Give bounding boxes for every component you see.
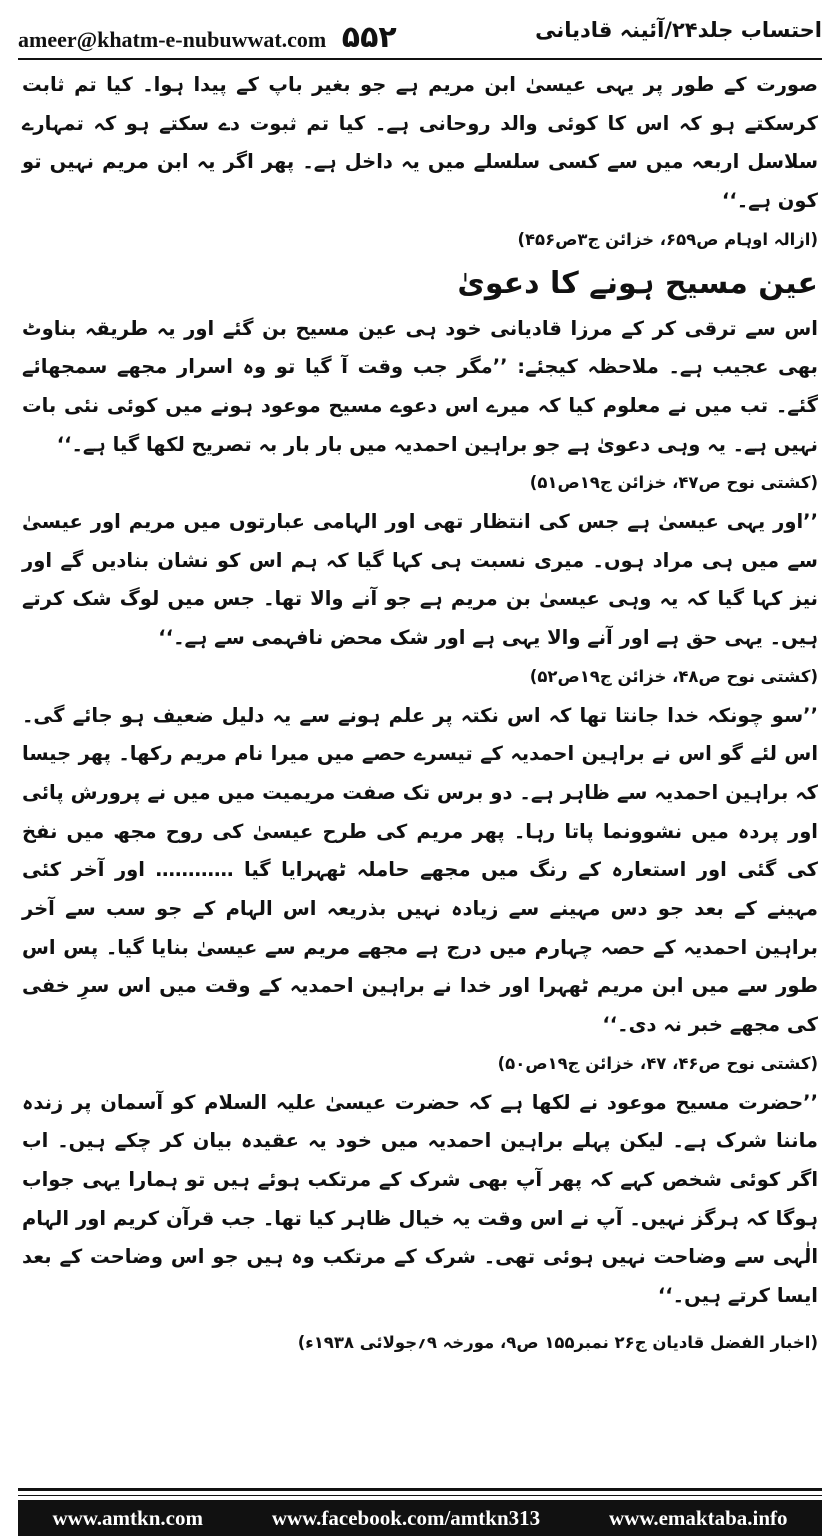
footer-bar [18,1500,822,1536]
footer-divider-thin [18,1495,822,1496]
footer-link-emaktaba[interactable]: www.emaktaba.info [609,1505,788,1530]
page-body [22,66,818,1363]
header-divider [18,58,822,60]
paragraph-3: ’’اور یہی عیسیٰ ہے جس کی انتظار تھی اور الہامی عبارتوں میں مریم اور عیسیٰ سے میں ہی مراد ہوں۔ میری نسبت ہی کہا گیا کہ ہم اس کو نشان بنادیں گے اور نیز کہا گیا کہ یہ وہی عیسیٰ بن مریم ہے جو آنے والا تھا۔ جس میں لوگ شک کرتے ہیں۔ یہی حق ہے اور آنے والا یہی ہے اور شک محض نافہمی سے ہے۔‘‘ [22,510,818,650]
header-email: ameer@khatm-e-nubuwwat.com [18,27,327,52]
reference-3: (کشتی نوح ص۴۸، خزائن ج۱۹ص۵۲) [529,666,818,686]
reference-5: (اخبار الفضل قادیان ج۲۶ نمبر۱۵۵ ص۹، مورخہ ۹؍جولائی ۱۹۳۸ء) [297,1332,818,1352]
header-left [18,20,397,55]
paragraph-1: صورت کے طور پر یہی عیسیٰ ابن مریم ہے جو بغیر باپ کے پیدا ہوا۔ کیا تم ثابت کرسکتے ہو کہ اس کا کوئی والد روحانی ہے۔ کیا تم ثبوت دے سکتے ہو کہ تمہارے سلاسل اربعہ میں سے کسی سلسلے میں یہ داخل ہے۔ پھر اگر یہ ابن مریم نہیں تو کون ہے۔‘‘ [22,73,818,213]
reference-2: (کشتی نوح ص۴۷، خزائن ج۱۹ص۵۱) [529,473,818,493]
paragraph-4: ’’سو چونکہ خدا جانتا تھا کہ اس نکتہ پر علم ہونے سے یہ دلیل ضعیف ہو جائے گی۔ اس لئے گو اس نے براہین احمدیہ کے تیسرے حصے میں میرا نام مریم رکھا۔ پھر جیسا کہ براہین احمدیہ سے ظاہر ہے۔ دو برس تک صفت مریمیت میں میں نے پرورش پائی اور پردہ میں نشوونما پاتا رہا۔ پھر مریم کی طرح عیسیٰ کی روح مجھ میں نفخ کی گئی اور استعارہ کے رنگ میں مجھے حاملہ ٹھہرایا گیا ………… اور آخر کئی مہینے کے بعد جو دس مہینے سے زیادہ نہیں بذریعہ اس الہام کے جو سب سے آخر براہین احمدیہ کے حصہ چہارم میں درج ہے مجھے مریم سے عیسیٰ بنایا گیا۔ پس اس طور سے میں ابن مریم ٹھہرا اور خدا نے براہین احمدیہ کے وقت میں اس سرِ خفی کی مجھے خبر نہ دی۔‘‘ [22,703,818,1037]
book-title: احتساب جلد۲۴/آئینہ قادیانی [535,18,822,42]
page-header [18,14,822,56]
reference-4: (کشتی نوح ص۴۶، ۴۷، خزائن ج۱۹ص۵۰) [497,1053,818,1073]
paragraph-5: ’’حضرت مسیح موعود نے لکھا ہے کہ حضرت عیسیٰ علیہ السلام کو آسمان پر زندہ ماننا شرک ہے۔ لیکن پہلے براہین احمدیہ میں خود یہ عقیدہ بیان کر چکے ہیں۔ اب اگر کوئی شخص کہے کہ پھر آپ بھی شرک کے مرتکب ہوئے ہیں تو ہمارا یہی جواب ہوگا کہ ہرگز نہیں۔ آپ نے اس وقت یہ خیال ظاہر کیا تھا۔ جب قرآن کریم اور الہام الٰہی سے وضاحت نہیں ہوئی تھی۔ شرک کے مرتکب وہ ہیں جو اس وضاحت کے بعد ایسا کرتے ہیں۔‘‘ [22,1090,818,1308]
reference-1: (ازالہ اوہام ص۶۵۹، خزائن ج۳ص۴۵۶) [517,229,818,249]
page-number: ۵۵۲ [341,20,397,55]
paragraph-2: اس سے ترقی کر کے مرزا قادیانی خود ہی عین مسیح بن گئے اور یہ طریقہ بناوٹ بھی عجیب ہے۔ ملاحظہ کیجئے: ’’مگر جب وقت آ گیا تو وہ اسرار مجھے سمجھائے گئے۔ تب میں نے معلوم کیا کہ میرے اس دعوے مسیح موعود ہونے میں کوئی نئی بات نہیں ہے۔ یہ وہی دعویٰ ہے جو براہین احمدیہ میں بار بار بہ تصریح لکھا گیا ہے۔‘‘ [22,316,818,456]
spacer [22,1316,818,1324]
section-heading: عین مسیح ہونے کا دعویٰ [457,265,818,301]
footer-link-facebook[interactable]: www.facebook.com/amtkn313 [271,1505,541,1530]
footer-divider-thick [18,1488,822,1491]
footer-link-amtkn[interactable]: www.amtkn.com [52,1505,203,1530]
